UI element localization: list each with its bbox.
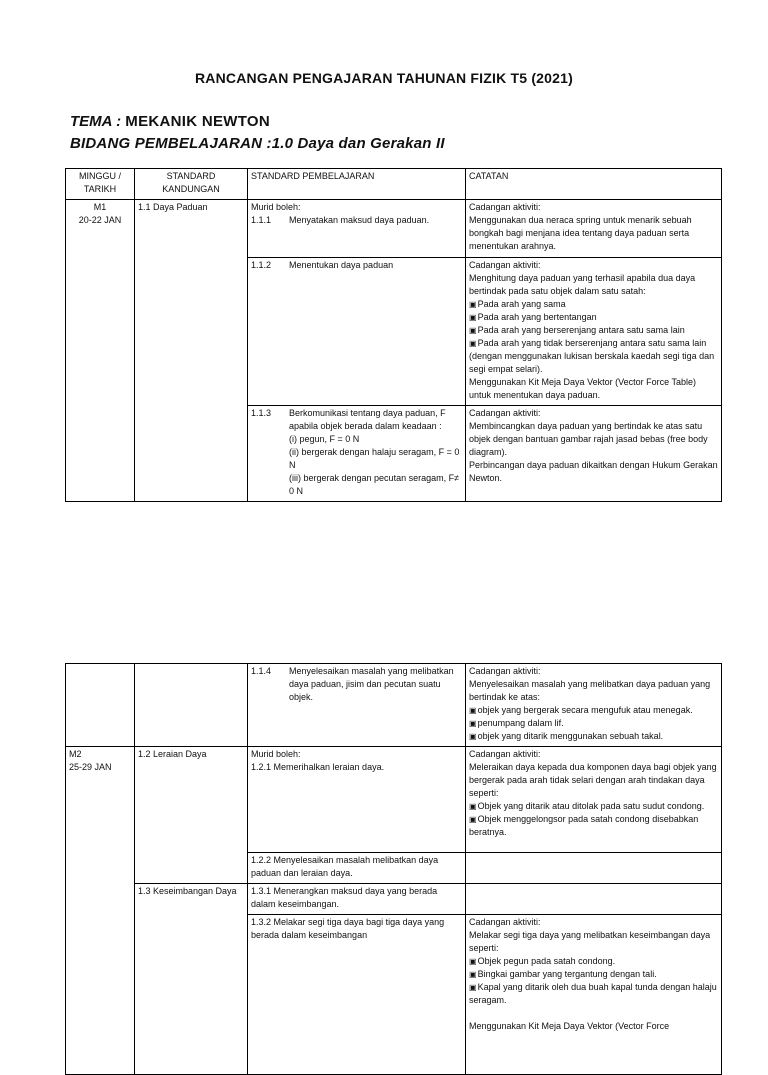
sp-sub-item: (iii) bergerak dengan pecutan seragam, F≠ 0 N — [289, 473, 462, 496]
sp-cell-1-3-1: 1.3.1 Menerangkan maksud daya yang berada dalam keseimbangan. — [248, 884, 466, 915]
bullet-item: ▣ Pada arah yang tidak berserenjang antara satu sama lain (dengan menggunakan lukisan berskala kaedah segi tiga dan segi empat selari). — [469, 337, 718, 376]
bullet-item: ▣ penumpang dalam lif. — [469, 717, 718, 730]
sp-text-group — [289, 407, 462, 498]
catatan-cell-empty — [466, 853, 722, 884]
tema-value: MEKANIK NEWTON — [125, 113, 271, 130]
sp-cell-1-2-2: 1.2.2 Menyelesaikan masalah melibatkan daya paduan dan leraian daya. — [248, 853, 466, 884]
week-label: M1 — [93, 202, 107, 212]
sp-1-1-1 — [251, 214, 462, 227]
sp-1-1-2 — [251, 259, 462, 272]
murid-boleh-label: Murid boleh: — [251, 202, 301, 212]
table-row — [66, 747, 722, 853]
catatan-intro: Meleraikan daya kepada dua komponen daya bagi objek yang bergerak pada arah tidak selari dengan arah tindakan daya seperti: — [469, 762, 720, 798]
catatan-cell-1-1-3 — [466, 406, 722, 502]
sp-text: Menyatakan maksud daya paduan. — [289, 215, 430, 225]
week-cell-m1 — [66, 200, 135, 502]
catatan-cell-1-1-2 — [466, 258, 722, 406]
week-cell-m2 — [66, 747, 135, 1075]
sp-cell-1-2-1 — [248, 747, 466, 853]
cadangan-label: Cadangan aktiviti: — [469, 749, 541, 759]
sp-number: 1.1.3 — [251, 408, 272, 418]
bullet-item: ▣ Bingkai gambar yang tergantung dengan tali. — [469, 968, 718, 981]
header-sk-line1: STANDARD — [166, 171, 216, 181]
cadangan-label: Cadangan aktiviti: — [469, 408, 541, 418]
catatan-cell-empty — [466, 884, 722, 915]
table-row — [66, 664, 722, 747]
cadangan-label: Cadangan aktiviti: — [469, 666, 541, 676]
sp-text: Berkomunikasi tentang daya paduan, F apabila objek berada dalam keadaan : — [289, 408, 449, 431]
catatan-text: Menggunakan dua neraca spring untuk menarik sebuah bongkah bagi menjana idea tentang daya paduan serta menentukan arahnya. — [469, 215, 695, 251]
catatan-cell-1-3-2 — [466, 915, 722, 1075]
plan-table-page1 — [65, 168, 722, 502]
week-label: M2 — [69, 749, 82, 759]
sp-cell-1-1-4 — [248, 664, 466, 747]
sp-text: Menentukan daya paduan — [289, 260, 394, 270]
catatan-cell-1-1-1 — [466, 200, 722, 258]
cadangan-label: Cadangan aktiviti: — [469, 260, 541, 270]
sp-number: 1.1.2 — [251, 260, 272, 270]
bullet-item: ▣ objek yang ditarik menggunakan sebuah takal. — [469, 730, 718, 743]
sp-cell-1-1-3 — [248, 406, 466, 502]
sp-number: 1.1.1 — [251, 215, 272, 225]
catatan-outro: Menggunakan Kit Meja Daya Vektor (Vector Force — [469, 1021, 670, 1031]
catatan-text: Membincangkan daya paduan yang bertindak ke atas satu objek dengan bantuan gambar rajah jasad bebas (free body diagram). — [469, 421, 711, 457]
sp-cell-1-1-2 — [248, 258, 466, 406]
header-standard-kandungan — [135, 169, 248, 200]
murid-boleh-label: Murid boleh: — [251, 749, 301, 759]
sp-number: 1.1.4 — [251, 666, 272, 676]
bullet-item: ▣ Pada arah yang bertentangan — [469, 311, 718, 324]
bidang-heading: BIDANG PEMBELAJARAN :1.0 Daya dan Gerakan II — [70, 135, 445, 152]
catatan-text: Perbincangan daya paduan dikaitkan dengan Hukum Gerakan Newton. — [469, 460, 721, 483]
header-catatan: CATATAN — [466, 169, 722, 200]
sk-cell-empty — [135, 664, 248, 747]
sk-cell-1-2: 1.2 Leraian Daya — [135, 747, 248, 884]
sp-1-1-3 — [251, 407, 462, 498]
sp-cell-1-3-2: 1.3.2 Melakar segi tiga daya bagi tiga daya yang berada dalam keseimbangan — [248, 915, 466, 1075]
bullet-item: ▣ Pada arah yang sama — [469, 298, 718, 311]
header-minggu — [66, 169, 135, 200]
bullet-item: ▣ Kapal yang ditarik oleh dua buah kapal tunda dengan halaju seragam. — [469, 981, 718, 1007]
table-header-row — [66, 169, 722, 200]
bullet-item: ▣ Objek menggelongsor pada satah condong disebabkan beratnya. — [469, 813, 718, 839]
sp-sub-item: (i) pegun, F = 0 N — [289, 434, 360, 444]
week-cell-empty — [66, 664, 135, 747]
tema-heading — [70, 113, 270, 130]
sp-text: 1.2.1 Memerihalkan leraian daya. — [251, 762, 385, 772]
bullet-item: ▣ Pada arah yang berserenjang antara satu sama lain — [469, 324, 718, 337]
bullet-item: ▣ objek yang bergerak secara mengufuk atau menegak. — [469, 704, 718, 717]
header-standard-pembelajaran: STANDARD PEMBELAJARAN — [248, 169, 466, 200]
sp-cell-1-1-1 — [248, 200, 466, 258]
catatan-intro: Menghitung daya paduan yang terhasil apabila dua daya bertindak pada satu objek dalam satu satah: — [469, 273, 698, 296]
week-date: 25-29 JAN — [69, 762, 112, 772]
sp-1-1-4 — [251, 665, 462, 704]
catatan-intro: Melakar segi tiga daya yang melibatkan keseimbangan daya seperti: — [469, 930, 713, 953]
catatan-cell-1-1-4 — [466, 664, 722, 747]
sk-cell-1-3: 1.3 Keseimbangan Daya — [135, 884, 248, 1075]
sp-text: Menyelesaikan masalah yang melibatkan daya paduan, jisim dan pecutan suatu objek. — [289, 666, 454, 702]
plan-table-page2 — [65, 663, 722, 1075]
header-minggu-line1: MINGGU / — [79, 171, 121, 181]
sk-cell-1-1: 1.1 Daya Paduan — [135, 200, 248, 502]
week-date: 20-22 JAN — [78, 215, 122, 225]
bullet-item: ▣ Objek yang ditarik atau ditolak pada satu sudut condong. — [469, 800, 718, 813]
tema-label: TEMA : — [70, 113, 122, 130]
table-row — [66, 200, 722, 258]
catatan-cell-1-2-1 — [466, 747, 722, 853]
header-sk-line2: KANDUNGAN — [162, 184, 220, 194]
table-row — [66, 884, 722, 915]
cadangan-label: Cadangan aktiviti: — [469, 917, 541, 927]
document-title: RANCANGAN PENGAJARAN TAHUNAN FIZIK T5 (2021) — [194, 70, 573, 86]
sp-sub-item: (ii) bergerak dengan halaju seragam, F = 0 N — [289, 447, 462, 470]
spacer — [469, 1007, 718, 1020]
catatan-outro: Menggunakan Kit Meja Daya Vektor (Vector Force Table) untuk menentukan daya paduan. — [469, 377, 699, 400]
cadangan-label: Cadangan aktiviti: — [469, 202, 541, 212]
bullet-item: ▣ Objek pegun pada satah condong. — [469, 955, 718, 968]
header-minggu-line2: TARIKH — [83, 184, 117, 194]
catatan-intro: Menyelesaikan masalah yang melibatkan daya paduan yang bertindak ke atas: — [469, 679, 713, 702]
